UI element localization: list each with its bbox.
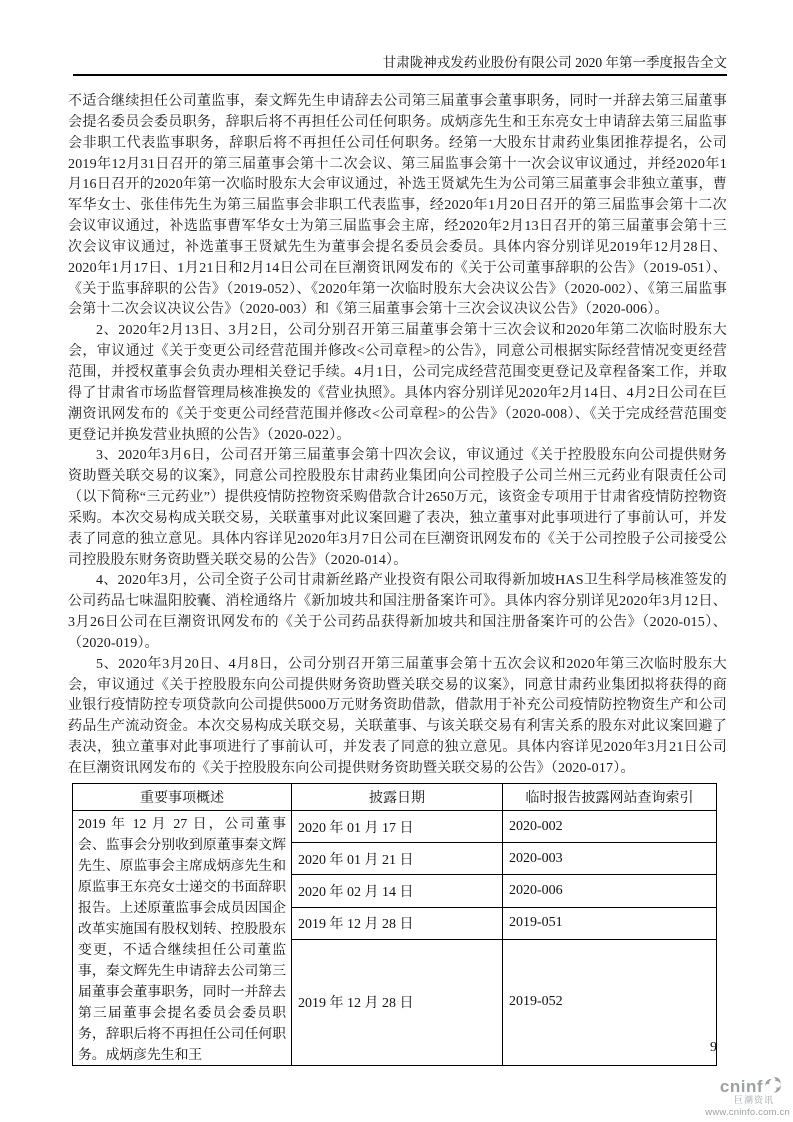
- date-cell: 2020 年 01 月 21 日: [292, 843, 503, 875]
- column-header-summary: 重要事项概述: [73, 784, 292, 811]
- cninfo-chinese-name: 巨潮资讯: [733, 1095, 774, 1105]
- index-cell: 2020-006: [503, 875, 717, 907]
- table-row: [73, 811, 717, 843]
- header-rule: [73, 74, 727, 76]
- paragraph-continuation: 不适合继续担任公司董监事，秦文辉先生申请辞去公司第三届董事会董事职务，同时一并辞去第三届董事会提名委员会委员职务，辞职后将不再担任公司任何职务。成炳彦先生和王东亮女士申请辞去第三届监事会非职工代表监事职务，辞职后将不再担任公司任何职务。经第一大股东甘肃药业集团推荐提名，公司2019年12月31日召开的第三届董事会第十二次会议、第三届监事会第十一次会议审议通过，并经2020年1月16日召开的2020年第一次临时股东大会审议通过，补选王贤斌先生为公司第三届董事会非独立董事，曹军华女士、张佳伟先生为第三届监事会非职工代表监事，经2020年1月20日召开的第三届监事会第十二次会议审议通过，补选监事曹军华女士为第三届监事会主席，经2020年2月13日召开的第三届董事会第十三次会议审议通过，补选董事王贤斌先生为董事会提名委员会委员。具体内容分别详见2019年12月28日、2020年1月17日、1月21日和2月14日公司在巨潮资讯网发布的《关于公司董事辞职的公告》（2019-051）、《关于监事辞职的公告》（2019-052）、《2020年第一次临时股东大会决议公告》（2020-002）、《第三届监事会第十二次会议决议公告》（2020-003）和《第三届董事会第十三次会议决议公告》（2020-006）。: [68, 94, 727, 318]
- table-header-row: [73, 784, 717, 811]
- paragraph-item-5: 5、2020年3月20日、4月8日，公司分别召开第三届董事会第十五次会议和2020年第三次临时股东大会，审议通过《关于控股股东向公司提供财务资助暨关联交易的议案》，同意甘肃药业集团拟将获得的商业银行疫情防控专项贷款向公司提供5000万元财务资助借款，借款用于补充公司疫情防控物资生产和公司药品生产流动资金。本次交易构成关联交易，关联董事、与该关联交易有利害关系的股东对此议案回避了表决，独立董事对此事项进行了事前认可，并发表了同意的独立意见。具体内容详见2020年3月21日公司在巨潮资讯网发布的《关于控股股东向公司提供财务资助暨关联交易的公告》（2020-017）。: [68, 656, 727, 776]
- date-cell: 2020 年 02 月 14 日: [292, 875, 503, 907]
- column-header-index: 临时报告披露网站查询索引: [503, 784, 717, 811]
- paragraph-item-3: 3、2020年3月6日，公司召开第三届董事会第十四次会议，审议通过《关于控股股东向公司提供财务资助暨关联交易的议案》，同意公司控股股东甘肃药业集团向公司控股子公司兰州三元药业有限责任公司（以下简称“三元药业”）提供疫情防控物资采购借款合计2650万元，该资金专项用于甘肃省疫情防控物资采购。本次交易构成关联交易，关联董事对此议案回避了表决，独立董事对此事项进行了事前认可，并发表了同意的独立意见。具体内容详见2020年3月7日公司在巨潮资讯网发布的《关于公司控股子公司接受公司控股股东财务资助暨关联交易的公告》（2020-014）。: [68, 448, 727, 568]
- page-number: 9: [710, 1040, 717, 1055]
- index-cell: 2019-051: [503, 907, 717, 939]
- column-header-date: 披露日期: [292, 784, 503, 811]
- cninfo-brand-row: [704, 1078, 790, 1095]
- running-header-title: 甘肃陇神戎发药业股份有限公司 2020 年第一季度报告全文: [382, 55, 727, 70]
- date-cell: 2020 年 01 月 17 日: [292, 811, 503, 843]
- index-cell: 2019-052: [503, 939, 717, 1065]
- disclosure-index-table: [72, 783, 717, 1066]
- index-cell: 2020-003: [503, 843, 717, 875]
- date-cell: 2019 年 12 月 28 日: [292, 907, 503, 939]
- document-body: [68, 92, 727, 780]
- summary-cell: 2019 年 12 月 27 日，公司董事会、监事会分别收到原董事秦文辉先生、原监事会主席成炳彦先生和原监事王东亮女士递交的书面辞职报告。上述原董监事会成员因国企改革实施国有股权划转、控股股东变更，不适合继续担任公司董监事，秦文辉先生申请辞去公司第三届董事会董事职务，同时一并辞去第三届董事会提名委员会委员职务，辞职后将不再担任公司任何职务。成炳彦先生和王: [73, 811, 292, 1066]
- cninfo-url: www.cninfo.com.cn: [705, 1107, 790, 1118]
- date-cell: 2019 年 12 月 28 日: [292, 939, 503, 1065]
- cninfo-brand-text: cninf: [719, 1077, 763, 1096]
- cninfo-swirl-icon: [764, 1076, 782, 1094]
- cninfo-watermark: [704, 1078, 790, 1118]
- paragraph-item-4: 4、2020年3月，公司全资子公司甘肃新丝路产业投资有限公司取得新加坡HAS卫生科学局核准签发的公司药品七味温阳胶囊、消栓通络片《新加坡共和国注册备案许可》。具体内容分别详见2020年3月12日、3月26日公司在巨潮资讯网发布的《关于公司药品获得新加坡共和国注册备案许可的公告》（2020-015）、（2020-019）。: [68, 573, 727, 651]
- paragraph-item-2: 2、2020年2月13日、3月2日，公司分别召开第三届董事会第十三次会议和2020年第二次临时股东大会，审议通过《关于变更公司经营范围并修改<公司章程>的公告》，同意公司根据实际经营情况变更经营范围，并授权董事会负责办理相关登记手续。4月1日，公司完成经营范围变更登记及章程备案工作，并取得了甘肃省市场监督管理局核准换发的《营业执照》。具体内容分别详见2020年2月14日、4月2日公司在巨潮资讯网发布的《关于变更公司经营范围并修改<公司章程>的公告》（2020-008）、《关于完成经营范围变更登记并换发营业执照的公告》（2020-022）。: [68, 323, 727, 443]
- index-cell: 2020-002: [503, 811, 717, 843]
